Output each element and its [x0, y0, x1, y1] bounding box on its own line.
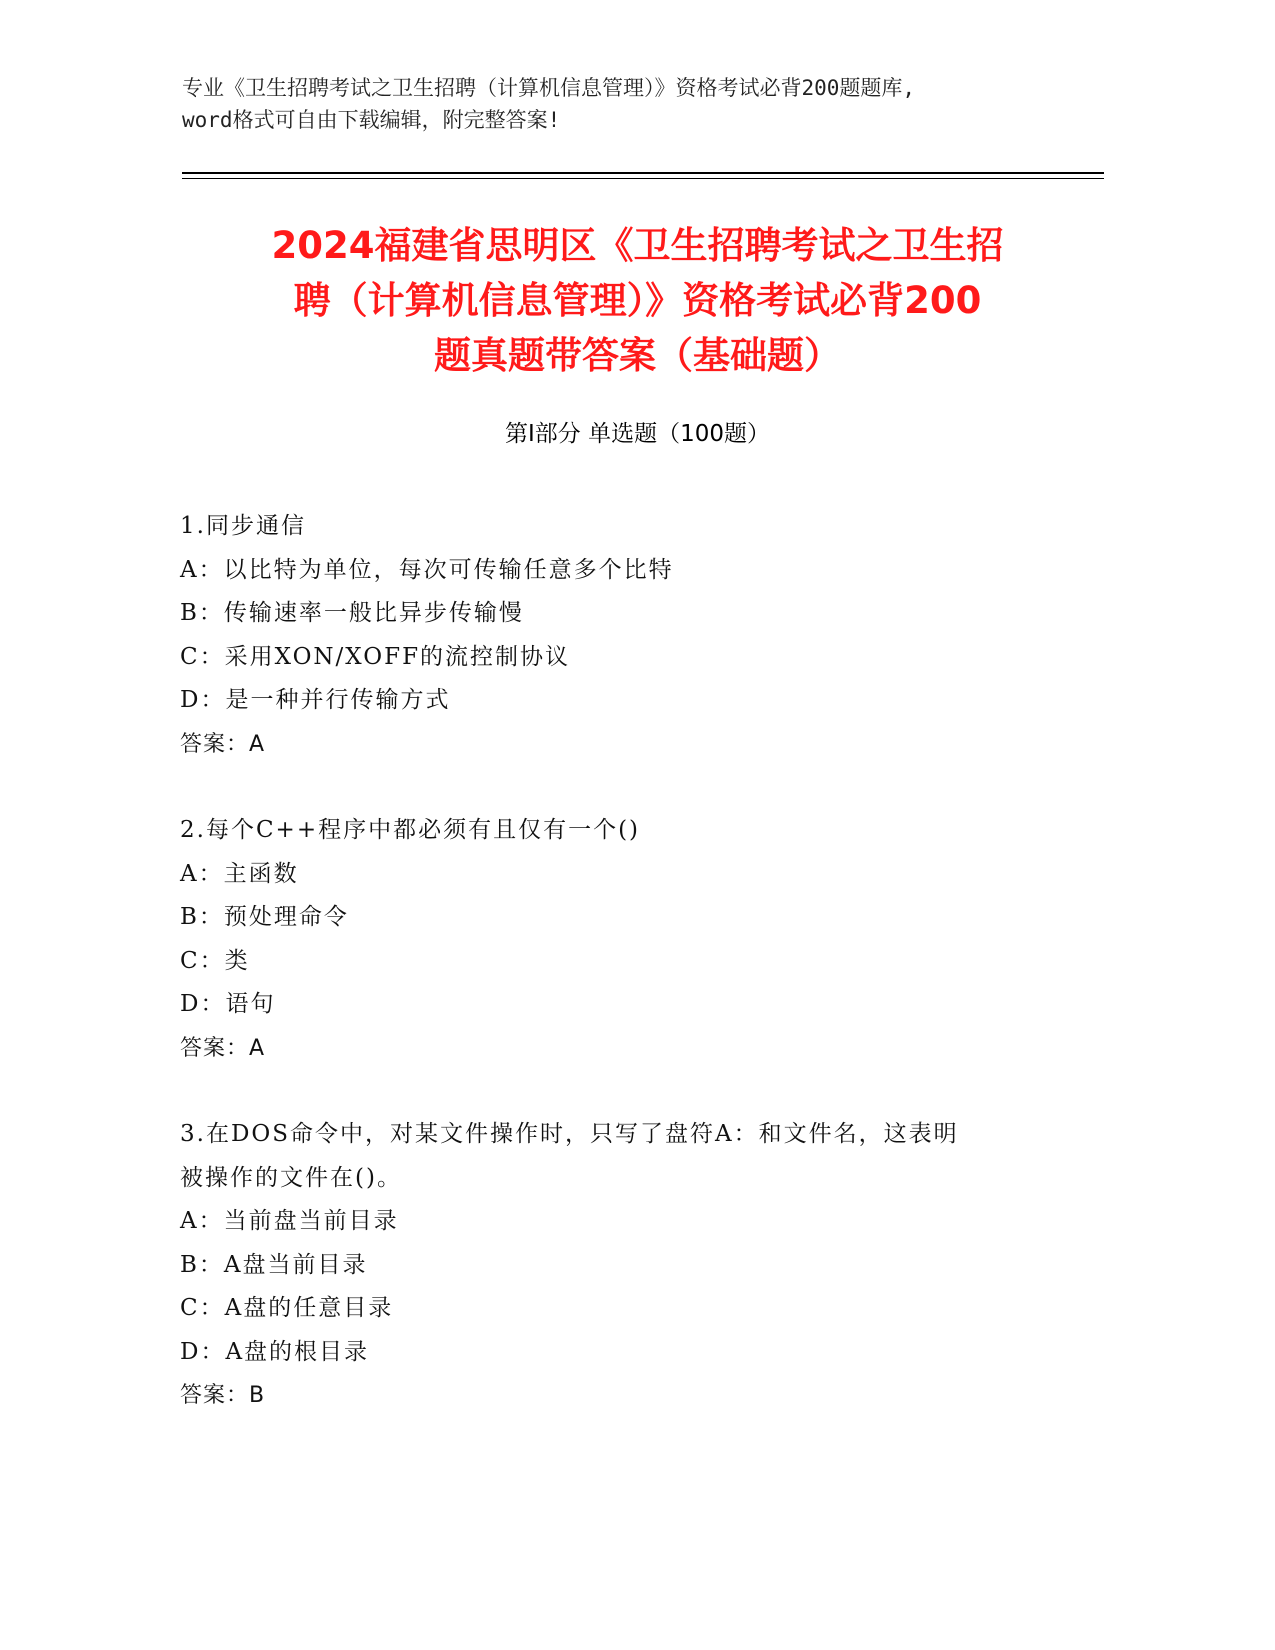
answer: 答案：A — [180, 731, 266, 757]
answer: 答案：A — [180, 1035, 266, 1061]
answer: 答案：B — [180, 1383, 266, 1408]
header-note-line-1: 专业《卫生招聘考试之卫生招聘（计算机信息管理）》资格考试必背200题题库, — [182, 76, 916, 100]
document-title-line-3: 题真题带答案（基础题） — [434, 334, 841, 377]
option-c: C：类 — [180, 947, 250, 974]
option-c: C：采用XON/XOFF的流控制协议 — [180, 643, 571, 670]
question-3 — [180, 1113, 1050, 1418]
header-divider-thick — [182, 172, 1104, 174]
option-d: D：A盘的根目录 — [180, 1338, 370, 1365]
question-list — [180, 505, 1050, 1461]
option-a: A：以比特为单位，每次可传输任意多个比特 — [180, 556, 674, 583]
option-d: D：是一种并行传输方式 — [180, 687, 451, 713]
document-title-line-1: 2024福建省思明区《卫生招聘考试之卫生招 — [271, 224, 1004, 267]
header-note — [182, 72, 1082, 136]
document-title-line-2: 聘（计算机信息管理）》资格考试必背200 — [293, 279, 982, 322]
option-a: A：主函数 — [180, 860, 299, 887]
question-stem: 1.同步通信 — [180, 513, 306, 539]
section-heading: 第I部分 单选题（100题） — [505, 421, 770, 447]
question-stem-continued: 被操作的文件在()。 — [180, 1164, 402, 1191]
option-c: C：A盘的任意目录 — [180, 1295, 394, 1321]
question-stem: 3.在DOS命令中，对某文件操作时，只写了盘符A：和文件名，这表明 — [180, 1121, 959, 1147]
question-2 — [180, 809, 1050, 1070]
option-b: B：传输速率一般比异步传输慢 — [180, 600, 524, 626]
question-stem: 2.每个C++程序中都必须有且仅有一个() — [180, 817, 641, 843]
option-b: B：A盘当前目录 — [180, 1251, 368, 1278]
document-title — [150, 218, 1125, 383]
option-d: D：语句 — [180, 991, 276, 1017]
option-b: B：预处理命令 — [180, 904, 349, 930]
question-1 — [180, 505, 1050, 766]
header-divider-thin — [182, 178, 1104, 179]
option-a: A：当前盘当前目录 — [180, 1208, 399, 1234]
header-note-line-2: word格式可自由下载编辑，附完整答案! — [182, 108, 561, 132]
